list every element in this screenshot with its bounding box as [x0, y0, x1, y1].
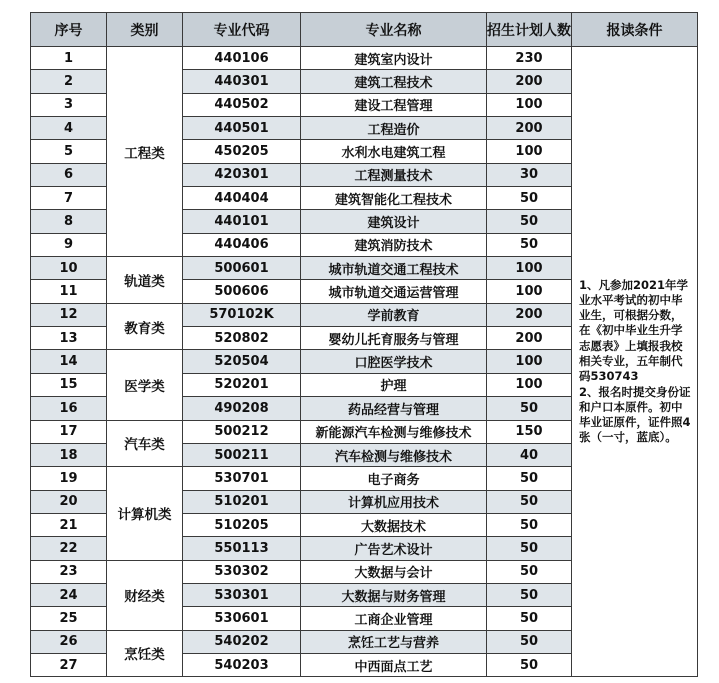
row-index: 23 [31, 560, 107, 583]
row-name: 大数据与财务管理 [301, 583, 487, 606]
row-name: 城市轨道交通运营管理 [301, 280, 487, 303]
category-cell: 财经类 [107, 560, 183, 630]
row-name: 水利水电建筑工程 [301, 140, 487, 163]
row-name: 药品经营与管理 [301, 397, 487, 420]
row-quota: 230 [487, 47, 572, 70]
row-quota: 50 [487, 490, 572, 513]
row-quota: 200 [487, 117, 572, 140]
row-index: 7 [31, 187, 107, 210]
row-name: 中西面点工艺 [301, 653, 487, 676]
enrollment-table [30, 12, 698, 677]
row-index: 25 [31, 607, 107, 630]
row-quota: 200 [487, 327, 572, 350]
row-code: 490208 [183, 397, 301, 420]
category-cell: 工程类 [107, 47, 183, 257]
row-quota: 50 [487, 653, 572, 676]
row-quota: 50 [487, 583, 572, 606]
row-quota: 50 [487, 513, 572, 536]
category-cell: 烹饪类 [107, 630, 183, 677]
row-quota: 100 [487, 140, 572, 163]
row-index: 5 [31, 140, 107, 163]
row-quota: 50 [487, 467, 572, 490]
row-quota: 200 [487, 303, 572, 326]
category-cell: 医学类 [107, 350, 183, 420]
row-quota: 50 [487, 630, 572, 653]
row-name: 汽车检测与维修技术 [301, 443, 487, 466]
row-index: 17 [31, 420, 107, 443]
header-conditions: 报读条件 [572, 13, 698, 47]
row-index: 1 [31, 47, 107, 70]
row-quota: 50 [487, 397, 572, 420]
row-code: 530601 [183, 607, 301, 630]
row-code: 520802 [183, 327, 301, 350]
row-index: 21 [31, 513, 107, 536]
row-name: 建设工程管理 [301, 93, 487, 116]
row-index: 15 [31, 373, 107, 396]
row-name: 建筑消防技术 [301, 233, 487, 256]
row-code: 500606 [183, 280, 301, 303]
row-code: 440301 [183, 70, 301, 93]
row-code: 530701 [183, 467, 301, 490]
row-name: 电子商务 [301, 467, 487, 490]
condition-item-1: 1、凡参加2021年学业水平考试的初中毕业生，可根据分数，在《初中毕业生升学志愿表》上填报我校相关专业，五年制代码530743 [579, 277, 689, 384]
row-index: 12 [31, 303, 107, 326]
row-code: 500211 [183, 443, 301, 466]
header-name: 专业名称 [301, 13, 487, 47]
row-code: 510205 [183, 513, 301, 536]
row-code: 510201 [183, 490, 301, 513]
header-quota: 招生计划人数 [487, 13, 572, 47]
row-code: 450205 [183, 140, 301, 163]
row-code: 500212 [183, 420, 301, 443]
row-quota: 150 [487, 420, 572, 443]
row-code: 550113 [183, 537, 301, 560]
row-quota: 50 [487, 233, 572, 256]
row-code: 440501 [183, 117, 301, 140]
row-quota: 50 [487, 537, 572, 560]
row-name: 学前教育 [301, 303, 487, 326]
row-name: 工程造价 [301, 117, 487, 140]
row-name: 建筑工程技术 [301, 70, 487, 93]
row-name: 婴幼儿托育服务与管理 [301, 327, 487, 350]
header-index: 序号 [31, 13, 107, 47]
row-quota: 50 [487, 210, 572, 233]
conditions-cell [572, 47, 698, 677]
row-code: 520201 [183, 373, 301, 396]
row-name: 建筑室内设计 [301, 47, 487, 70]
row-code: 420301 [183, 163, 301, 186]
row-quota: 100 [487, 280, 572, 303]
row-index: 19 [31, 467, 107, 490]
row-index: 14 [31, 350, 107, 373]
row-index: 11 [31, 280, 107, 303]
row-index: 27 [31, 653, 107, 676]
row-quota: 100 [487, 257, 572, 280]
enrollment-table-container [30, 12, 697, 677]
row-code: 440502 [183, 93, 301, 116]
category-cell: 轨道类 [107, 257, 183, 304]
row-quota: 50 [487, 560, 572, 583]
row-quota: 100 [487, 373, 572, 396]
category-cell: 计算机类 [107, 467, 183, 560]
row-code: 440106 [183, 47, 301, 70]
table-body [31, 47, 698, 677]
row-index: 9 [31, 233, 107, 256]
row-name: 护理 [301, 373, 487, 396]
row-quota: 200 [487, 70, 572, 93]
row-quota: 100 [487, 93, 572, 116]
header-category: 类别 [107, 13, 183, 47]
row-code: 540203 [183, 653, 301, 676]
row-name: 工商企业管理 [301, 607, 487, 630]
row-name: 口腔医学技术 [301, 350, 487, 373]
header-code: 专业代码 [183, 13, 301, 47]
row-code: 520504 [183, 350, 301, 373]
row-index: 24 [31, 583, 107, 606]
row-index: 6 [31, 163, 107, 186]
row-quota: 30 [487, 163, 572, 186]
row-name: 城市轨道交通工程技术 [301, 257, 487, 280]
row-quota: 100 [487, 350, 572, 373]
condition-item-2: 2、报名时提交身份证和户口本原件。初中毕业证原件，证件照4张（一寸，蓝底）。 [579, 384, 691, 445]
header-row [31, 13, 698, 47]
row-name: 新能源汽车检测与维修技术 [301, 420, 487, 443]
category-cell: 教育类 [107, 303, 183, 350]
category-cell: 汽车类 [107, 420, 183, 467]
table-row [31, 47, 698, 70]
row-code: 530301 [183, 583, 301, 606]
row-code: 530302 [183, 560, 301, 583]
row-code: 570102K [183, 303, 301, 326]
row-index: 13 [31, 327, 107, 350]
row-name: 大数据技术 [301, 513, 487, 536]
row-name: 建筑设计 [301, 210, 487, 233]
row-index: 26 [31, 630, 107, 653]
row-code: 440404 [183, 187, 301, 210]
row-index: 18 [31, 443, 107, 466]
row-quota: 50 [487, 607, 572, 630]
row-code: 440101 [183, 210, 301, 233]
row-name: 建筑智能化工程技术 [301, 187, 487, 210]
row-index: 2 [31, 70, 107, 93]
row-name: 烹饪工艺与营养 [301, 630, 487, 653]
row-name: 广告艺术设计 [301, 537, 487, 560]
row-index: 4 [31, 117, 107, 140]
row-code: 500601 [183, 257, 301, 280]
row-index: 20 [31, 490, 107, 513]
row-name: 大数据与会计 [301, 560, 487, 583]
row-index: 8 [31, 210, 107, 233]
row-index: 16 [31, 397, 107, 420]
row-quota: 40 [487, 443, 572, 466]
row-index: 10 [31, 257, 107, 280]
row-code: 440406 [183, 233, 301, 256]
row-name: 工程测量技术 [301, 163, 487, 186]
row-index: 3 [31, 93, 107, 116]
row-quota: 50 [487, 187, 572, 210]
row-name: 计算机应用技术 [301, 490, 487, 513]
row-index: 22 [31, 537, 107, 560]
row-code: 540202 [183, 630, 301, 653]
